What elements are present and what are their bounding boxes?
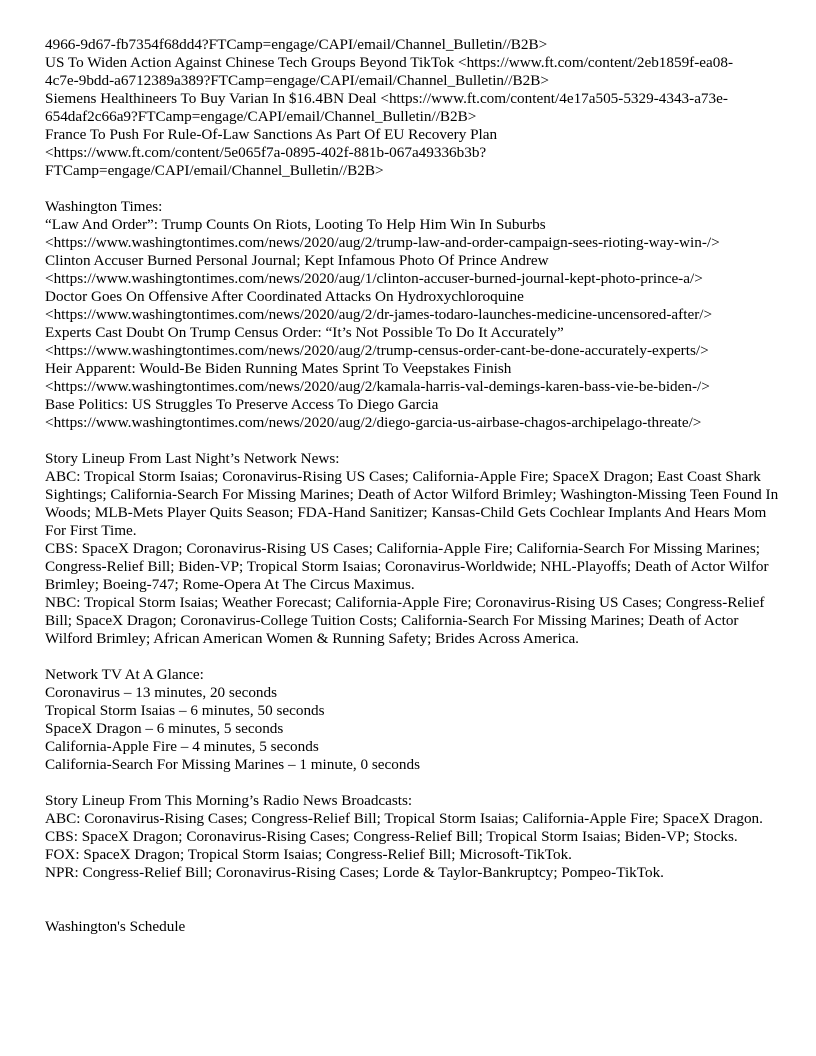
nbc-network-lineup: NBC: Tropical Storm Isaias; Weather Forecast; California-Apple Fire; Coronavirus-Rising US Cases; Congress-Relief Bill; SpaceX Dragon; Coronavirus-College Tuition Costs; California-Search For Missing Marines; Death of Actor Wilford Brimley; African American Women & Running Safety; Brides Across America. — [45, 594, 765, 647]
wt-headline: “Law And Order”: Trump Counts On Riots, Looting To Help Him Win In Suburbs — [45, 216, 546, 233]
ft-link-line[interactable]: 654daf2c66a9?FTCamp=engage/CAPI/email/Channel_Bulletin//B2B> — [45, 108, 477, 125]
wt-headline: Experts Cast Doubt On Trump Census Order: “It’s Not Possible To Do It Accurately” — [45, 324, 564, 341]
wt-headline: Base Politics: US Struggles To Preserve Access To Diego Garcia — [45, 396, 439, 413]
ft-link-line[interactable]: <https://www.ft.com/content/5e065f7a-0895-402f-881b-067a49336b3b? — [45, 144, 487, 161]
spacer — [45, 648, 781, 666]
document-page — [45, 36, 781, 936]
wt-headline: Heir Apparent: Would-Be Biden Running Mates Sprint To Veepstakes Finish — [45, 360, 512, 377]
tv-time-item: SpaceX Dragon – 6 minutes, 5 seconds — [45, 720, 284, 737]
cbs-network-lineup: CBS: SpaceX Dragon; Coronavirus-Rising US Cases; California-Apple Fire; California-Search For Missing Marines; Congress-Relief Bill; Biden-VP; Tropical Storm Isaias; Coronavirus-Worldwide; NHL-Playoffs; Death of Actor Wilfor Brimley; Boeing-747; Rome-Opera At The Circus Maximus. — [45, 540, 769, 593]
wt-link[interactable]: <https://www.washingtontimes.com/news/2020/aug/2/kamala-harris-val-demings-karen-bass-vie-be-biden-/> — [45, 378, 710, 395]
section-heading: Washington Times: — [45, 198, 163, 215]
spacer — [45, 180, 781, 198]
ft-link-line[interactable]: 4c7e-9bdd-a6712389a389?FTCamp=engage/CAPI/email/Channel_Bulletin//B2B> — [45, 72, 549, 89]
wt-link[interactable]: <https://www.washingtontimes.com/news/2020/aug/2/trump-census-order-cant-be-done-accurately-experts/> — [45, 342, 709, 359]
section-heading: Story Lineup From This Morning’s Radio News Broadcasts: — [45, 792, 413, 809]
ft-headline[interactable]: US To Widen Action Against Chinese Tech Groups Beyond TikTok <https://www.ft.com/content/2eb1859f-ea08- — [45, 54, 733, 71]
radio-news-section — [45, 792, 781, 882]
fox-radio-lineup: FOX: SpaceX Dragon; Tropical Storm Isaias; Congress-Relief Bill; Microsoft-TikTok. — [45, 846, 572, 863]
ft-section — [45, 36, 781, 180]
ft-headline[interactable]: Siemens Healthineers To Buy Varian In $16.4BN Deal <https://www.ft.com/content/4e17a505-5329-4343-a73e- — [45, 90, 728, 107]
section-heading: Story Lineup From Last Night’s Network News: — [45, 450, 340, 467]
ft-link-line[interactable]: FTCamp=engage/CAPI/email/Channel_Bulletin//B2B> — [45, 162, 384, 179]
wt-link[interactable]: <https://www.washingtontimes.com/news/2020/aug/2/diego-garcia-us-airbase-chagos-archipelago-threate/> — [45, 414, 702, 431]
npr-radio-lineup: NPR: Congress-Relief Bill; Coronavirus-Rising Cases; Lorde & Taylor-Bankruptcy; Pompeo-TikTok. — [45, 864, 664, 881]
tv-time-item: California-Search For Missing Marines – 1 minute, 0 seconds — [45, 756, 420, 773]
network-news-section — [45, 450, 781, 648]
wt-link[interactable]: <https://www.washingtontimes.com/news/2020/aug/2/dr-james-todaro-launches-medicine-uncensored-after/> — [45, 306, 713, 323]
wt-link[interactable]: <https://www.washingtontimes.com/news/2020/aug/1/clinton-accuser-burned-journal-kept-photo-prince-a/> — [45, 270, 703, 287]
spacer — [45, 882, 781, 918]
abc-network-lineup: ABC: Tropical Storm Isaias; Coronavirus-Rising US Cases; California-Apple Fire; SpaceX Dragon; East Coast Shark Sightings; California-Search For Missing Marines; Death of Actor Wilford Brimley; Washington-Missing Teen Found In Woods; MLB-Mets Player Quits Season; FDA-Hand Sanitizer; Kansas-Child Gets Cochlear Implants And Hears Mom For First Time. — [45, 468, 779, 539]
spacer — [45, 774, 781, 792]
wt-link[interactable]: <https://www.washingtontimes.com/news/2020/aug/2/trump-law-and-order-campaign-sees-rioting-way-win-/> — [45, 234, 720, 251]
schedule-heading: Washington's Schedule — [45, 918, 186, 935]
tv-time-item: Tropical Storm Isaias – 6 minutes, 50 seconds — [45, 702, 325, 719]
abc-radio-lineup: ABC: Coronavirus-Rising Cases; Congress-Relief Bill; Tropical Storm Isaias; California-Apple Fire; SpaceX Dragon. — [45, 810, 763, 827]
ft-headline: France To Push For Rule-Of-Law Sanctions As Part Of EU Recovery Plan — [45, 126, 498, 143]
wt-headline: Clinton Accuser Burned Personal Journal; Kept Infamous Photo Of Prince Andrew — [45, 252, 549, 269]
ft-link-line[interactable]: 4966-9d67-fb7354f68dd4?FTCamp=engage/CAPI/email/Channel_Bulletin//B2B> — [45, 36, 548, 53]
wt-headline: Doctor Goes On Offensive After Coordinated Attacks On Hydroxychloroquine — [45, 288, 524, 305]
washington-times-section — [45, 198, 781, 432]
section-heading: Network TV At A Glance: — [45, 666, 204, 683]
spacer — [45, 432, 781, 450]
tv-time-item: California-Apple Fire – 4 minutes, 5 seconds — [45, 738, 319, 755]
tv-time-item: Coronavirus – 13 minutes, 20 seconds — [45, 684, 278, 701]
cbs-radio-lineup: CBS: SpaceX Dragon; Coronavirus-Rising Cases; Congress-Relief Bill; Tropical Storm Isaias; Biden-VP; Stocks. — [45, 828, 738, 845]
network-tv-section — [45, 666, 781, 774]
